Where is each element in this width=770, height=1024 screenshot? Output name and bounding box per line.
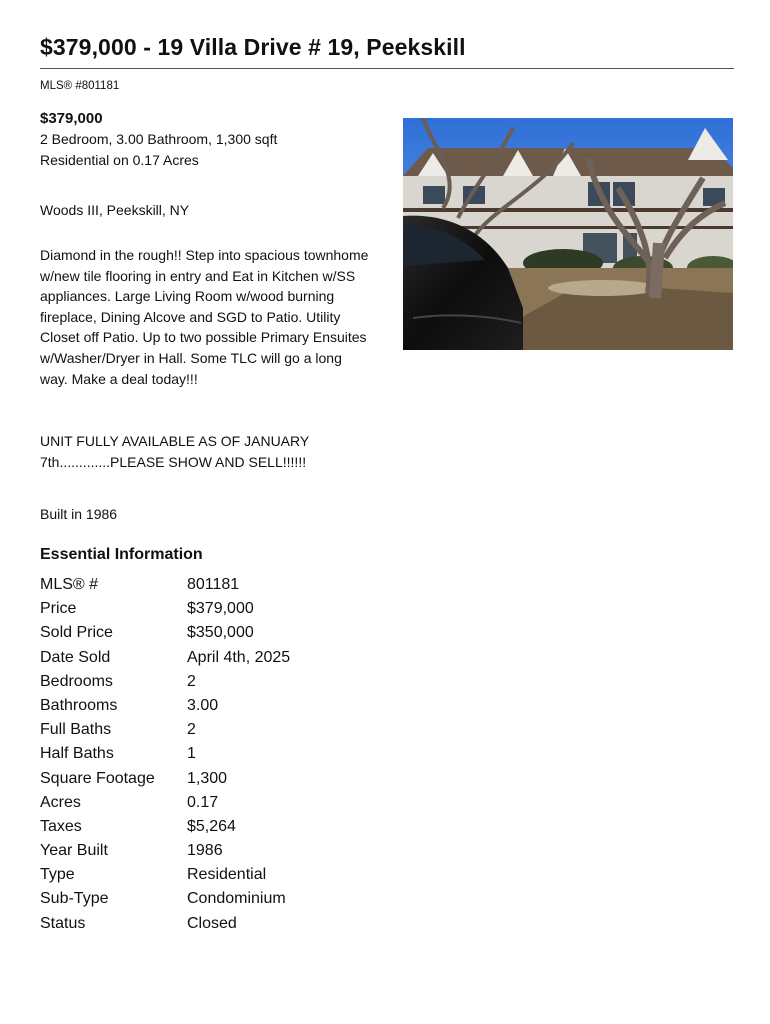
essential-info-row bbox=[40, 866, 290, 890]
essential-info-value: $350,000 bbox=[187, 624, 254, 642]
essential-info-row bbox=[40, 770, 290, 794]
essential-info-row bbox=[40, 673, 290, 697]
property-photo bbox=[403, 118, 733, 350]
listing-description: Diamond in the rough!! Step into spacious townhome w/new tile flooring in entry and Eat in Kitchen w/SS appliances. Large Living Room w/wood burning fireplace, Dining Alcove and SGD to Patio. Utility Closet off Patio. Up to two possible Primary Ensuites w/Washer/Dryer in Hall. Some TLC will go a long way. Make a deal today!!! bbox=[40, 247, 369, 387]
essential-info-value: $379,000 bbox=[187, 600, 254, 618]
listing-location: Woods III, Peekskill, NY bbox=[40, 202, 190, 218]
essential-info-row bbox=[40, 649, 290, 673]
essential-info-row bbox=[40, 624, 290, 648]
essential-info-label: Square Footage bbox=[40, 769, 155, 787]
availability-notice: UNIT FULLY AVAILABLE AS OF JANUARY 7th.............PLEASE SHOW AND SELL!!!!!! bbox=[40, 433, 309, 470]
essential-info-value: Condominium bbox=[187, 890, 286, 908]
essential-info-value: $5,264 bbox=[187, 817, 236, 835]
essential-information-heading: Essential Information bbox=[40, 546, 203, 563]
essential-info-label: MLS® # bbox=[40, 576, 99, 593]
page-title: $379,000 - 19 Villa Drive # 19, Peekskill bbox=[40, 34, 466, 60]
essential-info-row bbox=[40, 697, 290, 721]
essential-info-label: Half Baths bbox=[40, 745, 114, 763]
listing-property-type: Residential on 0.17 Acres bbox=[40, 152, 199, 168]
essential-info-label: Price bbox=[40, 600, 77, 618]
essential-info-label: Sold Price bbox=[40, 624, 113, 642]
essential-info-label: Year Built bbox=[40, 842, 108, 860]
essential-info-row bbox=[40, 842, 290, 866]
essential-info-label: Bathrooms bbox=[40, 696, 118, 714]
essential-info-row bbox=[40, 576, 290, 600]
essential-info-value: Closed bbox=[187, 914, 237, 932]
listing-price: $379,000 bbox=[40, 110, 103, 127]
essential-information-table bbox=[40, 576, 290, 939]
essential-info-row bbox=[40, 818, 290, 842]
essential-info-label: Full Baths bbox=[40, 721, 112, 739]
essential-info-value: 2 bbox=[187, 721, 196, 739]
essential-info-value: 1986 bbox=[187, 842, 223, 860]
built-year-line: Built in 1986 bbox=[40, 506, 118, 522]
essential-info-row bbox=[40, 890, 290, 914]
essential-info-label: Sub-Type bbox=[40, 890, 109, 908]
essential-info-label: Date Sold bbox=[40, 648, 111, 666]
essential-info-label: Type bbox=[40, 866, 75, 884]
listing-summary: 2 Bedroom, 3.00 Bathroom, 1,300 sqft bbox=[40, 131, 278, 147]
essential-info-value: 2 bbox=[187, 672, 196, 690]
mls-number: MLS® #801181 bbox=[40, 80, 120, 92]
essential-info-value: 1,300 bbox=[187, 769, 228, 787]
essential-info-row bbox=[40, 600, 290, 624]
essential-info-value: Residential bbox=[187, 866, 267, 884]
title-divider bbox=[40, 68, 734, 69]
essential-info-row bbox=[40, 745, 290, 769]
essential-info-row bbox=[40, 915, 290, 939]
essential-info-value: 1 bbox=[187, 745, 196, 763]
essential-info-value: 0.17 bbox=[187, 793, 219, 811]
essential-info-row bbox=[40, 794, 290, 818]
essential-info-label: Taxes bbox=[40, 817, 82, 835]
essential-info-row bbox=[40, 721, 290, 745]
essential-info-value: 801181 bbox=[187, 576, 240, 593]
essential-info-label: Bedrooms bbox=[40, 672, 113, 690]
essential-info-value: April 4th, 2025 bbox=[187, 648, 291, 666]
essential-info-label: Acres bbox=[40, 793, 81, 811]
essential-info-label: Status bbox=[40, 914, 86, 932]
essential-info-value: 3.00 bbox=[187, 696, 219, 714]
